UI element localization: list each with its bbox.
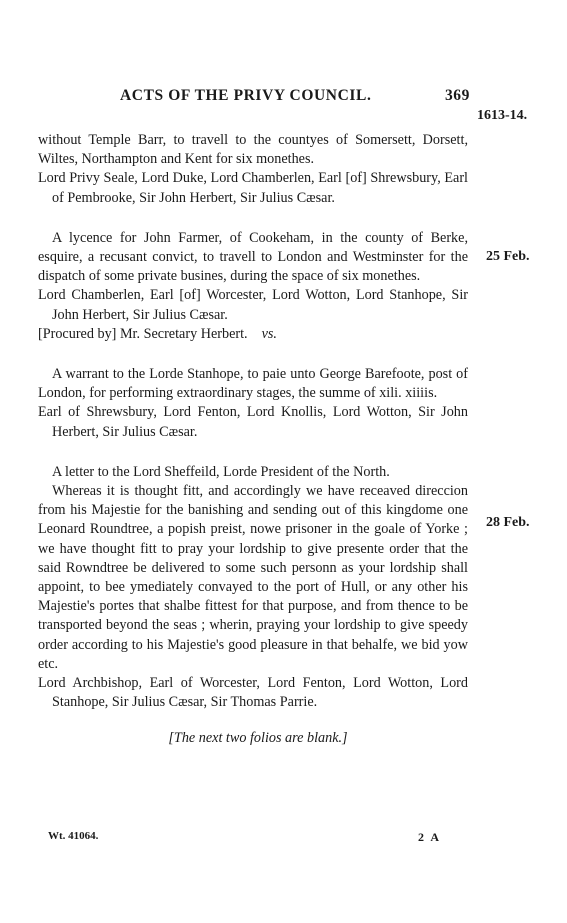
entry-barefoote-warrant [38, 365, 468, 442]
print-code: Wt. 41064. [48, 830, 99, 842]
procured-by [38, 325, 468, 344]
entry-text: A warrant to the Lorde Stanhope, to paie unto George Barefoote, post of London, for performing extraordinary stages, the summe of xili. xiiiis. [38, 366, 468, 402]
running-title: ACTS OF THE PRIVY COUNCIL. [120, 87, 372, 104]
letter-heading: A letter to the Lord Sheffeild, Lorde President of the North. [52, 463, 390, 480]
margin-year: 1613-14. [477, 108, 528, 123]
entry-john-farmer [38, 229, 468, 344]
signers-list: Lord Archbishop, Earl of Worcester, Lord Fenton, Lord Wotton, Lord Stanhope, Sir Julius Cæsar, Sir Thomas Parrie. [38, 675, 468, 711]
signers-list: Lord Chamberlen, Earl [of] Worcester, Lord Wotton, Lord Stanhope, Sir John Herbert, Sir Julius Cæsar. [38, 287, 468, 323]
signature-mark: 2 A [418, 830, 442, 844]
signers-list: Earl of Shrewsbury, Lord Fenton, Lord Knollis, Lord Wotton, Sir John Herbert, Sir Julius Cæsar. [38, 404, 468, 440]
entry-text: without Temple Barr, to travell to the countyes of Somersett, Dorsett, Wiltes, Northampton and Kent for six monethes. [38, 132, 468, 168]
page-number: 369 [444, 87, 470, 104]
page-body [38, 131, 468, 749]
entry-text: A lycence for John Farmer, of Cookeham, in the county of Berke, esquire, a recusant convict, to travell to London and Westminster for the dispatch of some private busines, during the space of six monethes. [38, 229, 468, 285]
clerk-initials: vs. [261, 325, 277, 342]
signers-list: Lord Privy Seale, Lord Duke, Lord Chamberlen, Earl [of] Shrewsbury, Earl of Pembrooke, Sir John Herbert, Sir Julius Cæsar. [38, 170, 468, 206]
procured-text: [Procured by] Mr. Secretary Herbert. [38, 325, 248, 342]
entry-temple-barr [38, 131, 468, 208]
entry-text: Whereas it is thought fitt, and accordingly we have receaved direccion from his Majestie for the banishing and sending out of this kingdome one Leonard Roundtree, a popish preist, nowe prisoner in the goale of Yorke ; we have thought fitt to pray your lordship to give presente order that the said Rowndtree be delivered to some such personn as your lordship shall appoint, to bee ymediately convayed to the port of Hull, or any other his Majestie's portes that shalbe fittest for that purpose, and from thence to be transported beyond the seas ; wherin, praying your lordship to give speedy order according to his Majestie's good pleasure in that behalfe, we bid yow etc. [38, 483, 468, 672]
margin-date-28-feb: 28 Feb. [486, 515, 530, 530]
margin-date-25-feb: 25 Feb. [486, 249, 530, 264]
editorial-note: [The next two folios are blank.] [168, 730, 348, 747]
entry-sheffeild-letter [38, 463, 468, 713]
